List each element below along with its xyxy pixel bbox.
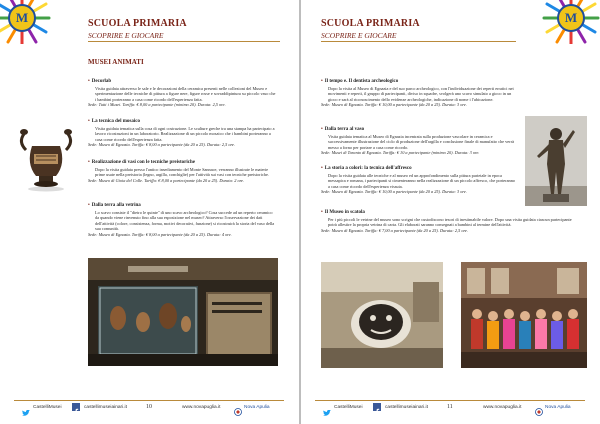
footer-brand: Nova Apulia <box>545 405 571 410</box>
footer-twitter[interactable]: CastelliMusei <box>334 405 363 410</box>
activity-title: • Il tempo e. Il dentista archeologico <box>321 79 399 84</box>
site-logo-icon <box>234 403 242 421</box>
site-logo-icon <box>535 403 543 421</box>
activity-item <box>321 79 517 108</box>
bronze-statue-photo <box>525 116 587 206</box>
activity-body: Dopo la visita al Museo di Egnazia e del suo parco archeologico, con l'individuazione dei reperti erratici nei movimenti e reperti, il gruppo di partecipanti, diviso in squadre, svolgerà uno scavo simulato a gioco in un gioco e sarà al riconoscimento dello evidenze archeologiche, indicazione di nome i l'ubicazione. <box>328 85 514 102</box>
page-subtitle: SCOPRIRE E GIOCARE <box>88 31 164 40</box>
right-page <box>301 0 600 424</box>
facebook-icon[interactable] <box>72 403 80 411</box>
activity-title: • La storia a colori: la tecnica dell'affresco <box>321 166 412 171</box>
activity-meta: Sede: Museo di Egnazia. Tariffa: € 8,00 a partecipante (da 20 a 25). Durata: 4 ore. <box>88 231 232 237</box>
page-number: 10 <box>146 404 152 410</box>
footer-rule <box>14 400 284 401</box>
activity-item <box>88 203 276 238</box>
header-rule <box>88 41 280 42</box>
activity-body: Dopo la visita guidata alle tecniche e al museo ed un approfondimento sulla pittura parietale in epoca messapica e romana, i partecipanti si cimenteranno nella realizzazione di un piccolo affresco, che porteranno a casa come ricordo dell'esperienza vissuta. <box>328 172 515 189</box>
page-subtitle: SCOPRIRE E GIOCARE <box>321 31 397 40</box>
museum-logo <box>541 0 600 44</box>
footer-twitter[interactable]: CastelliMusei <box>33 405 62 410</box>
page-number: 11 <box>447 404 453 410</box>
activity-meta: Sede: Tutti i Musei. Tariffa: € 8,00 a partecipante (minimo 20). Durata: 2,5 ore. <box>88 102 226 108</box>
museum-display-photo <box>88 258 278 366</box>
activity-title: • Il Museo in scatola <box>321 210 365 215</box>
vase-photo <box>12 120 80 192</box>
activity-title: • Realizzazione di vasi con le tecniche preistoriche <box>88 160 195 165</box>
children-group-photo <box>461 262 587 368</box>
activity-meta: Sede: Museo di Egnazia. Tariffa: € 10,00 a partecipante (da 20 a 25). Durata: 3 ore. <box>321 102 467 108</box>
activity-item <box>88 79 276 108</box>
header-rule <box>321 41 516 42</box>
section-title: MUSEI ANIMATI <box>88 58 144 66</box>
activity-body: Dopo la visita guidata presso l'antico insediamento del Monte Sannace, verranno illustrate le materie prime usate nella preistoria (legno, argilla, conchiglie) per l'attività sui vasi con tecniche preistoriche. <box>95 166 269 178</box>
facebook-icon[interactable] <box>373 403 381 411</box>
activity-body: Visita guidata tematica sulla cosa di ogni costruzione. Le sculture greche tra una stampa ha partecipato a lavoro ricostruzioni in un laboratorio. Realizzazione di un piccolo mosaico che i bambini porteranno a casa come ricordo dell'esperienza fatta. <box>95 125 275 142</box>
activity-body: Lo scavo consiste il "dietro le quinte" di uno scavo archeologico? Cosa succede ad un reperto ceramico da quando viene rinvenuto fino alla sua esposizione nel museo? Attraverso l'osservazione dei dati dell'attività (colore, consistenza, forma, motivi decorativi, funzione) si ricostruirà la storia del vaso della sua comunità. <box>95 209 275 232</box>
activity-item <box>321 166 517 195</box>
activity-item <box>88 119 276 148</box>
activity-body: Visita guidata tematica al Museo di Egnazia incentrata sulla produzione vascolare in ceramica e successivamente illustrazione del ciclo di produzione dell'argilla e conclusione finale di manufatto che verrà messo a forno per portare a casa come ricordo. <box>328 133 514 150</box>
activity-body: Visita guidata attraverso le sale e le decorazioni della ceramica presenti nelle collezioni del Museo e sperimentazione delle tecniche di pittura a figure nere, figure rosse e sovraddipintura su piccolo vaso che i bambini porteranno a casa come ricordo dell'esperienza fatta. <box>95 85 276 102</box>
activity-item <box>321 127 517 156</box>
activity-meta: Sede: Musei di Taranto di Egnazia. Tariffa: € 10 a partecipante (minimo 20). Durata: 3 ore. <box>321 150 480 156</box>
footer-facebook[interactable]: castellimuseiainari.it <box>385 405 428 410</box>
workshop-photo <box>321 262 443 368</box>
activity-meta: Sede: Museo di Egnazia. Tariffa: € 10,00 a partecipante (da 20 a 25). Durata: 3 ore. <box>321 189 467 195</box>
activity-meta: Sede: Museo di Egnazia. Tariffa: € 7,00 a partecipante (da 20 a 25). Durata: 2,5 ore. <box>321 227 468 233</box>
footer-site[interactable]: www.novapuglia.it <box>182 405 221 410</box>
footer-rule <box>315 400 585 401</box>
activity-item <box>321 210 581 233</box>
activity-title: • La tecnica del mosaico <box>88 119 140 124</box>
activity-meta: Sede: Museo di Egnazia. Tariffa: € 8,00 a partecipante (da 20 a 25). Durata: 2,5 ore. <box>88 142 235 148</box>
footer-site[interactable]: www.novapuglia.it <box>483 405 522 410</box>
footer-brand: Nova Apulia <box>244 405 270 410</box>
twitter-icon[interactable] <box>323 404 331 422</box>
twitter-icon[interactable] <box>22 404 30 422</box>
activity-title: • Decorlab <box>88 79 112 84</box>
svg-text:M: M <box>564 10 578 25</box>
activity-body: Per i più piccoli le vetrine del museo sono scrigni che custodiscono tesori di inestimabile valore. Dopo una visita guidata ciascun partecipante potrà allestire la propria vetrina di carta. Gli elaborati saranno consegnati a bambini al termine dell'attività. <box>328 216 572 228</box>
page-title: SCUOLA PRIMARIA <box>88 18 187 29</box>
page-title: SCUOLA PRIMARIA <box>321 18 420 29</box>
footer-facebook[interactable]: castellimuseiainari.it <box>84 405 127 410</box>
museum-logo <box>0 0 52 44</box>
left-page <box>0 0 299 424</box>
svg-text:M: M <box>15 10 29 25</box>
activity-title: • Dalla terra alla vetrina <box>88 203 141 208</box>
activity-meta: Sede: Museo di Gioia del Colle. Tariffa: € 8,00 a partecipante (da 20 a 25). Durata: 2 ore. <box>88 177 245 183</box>
activity-item <box>88 160 276 183</box>
activity-title: • Dalla terra al vaso <box>321 127 365 132</box>
